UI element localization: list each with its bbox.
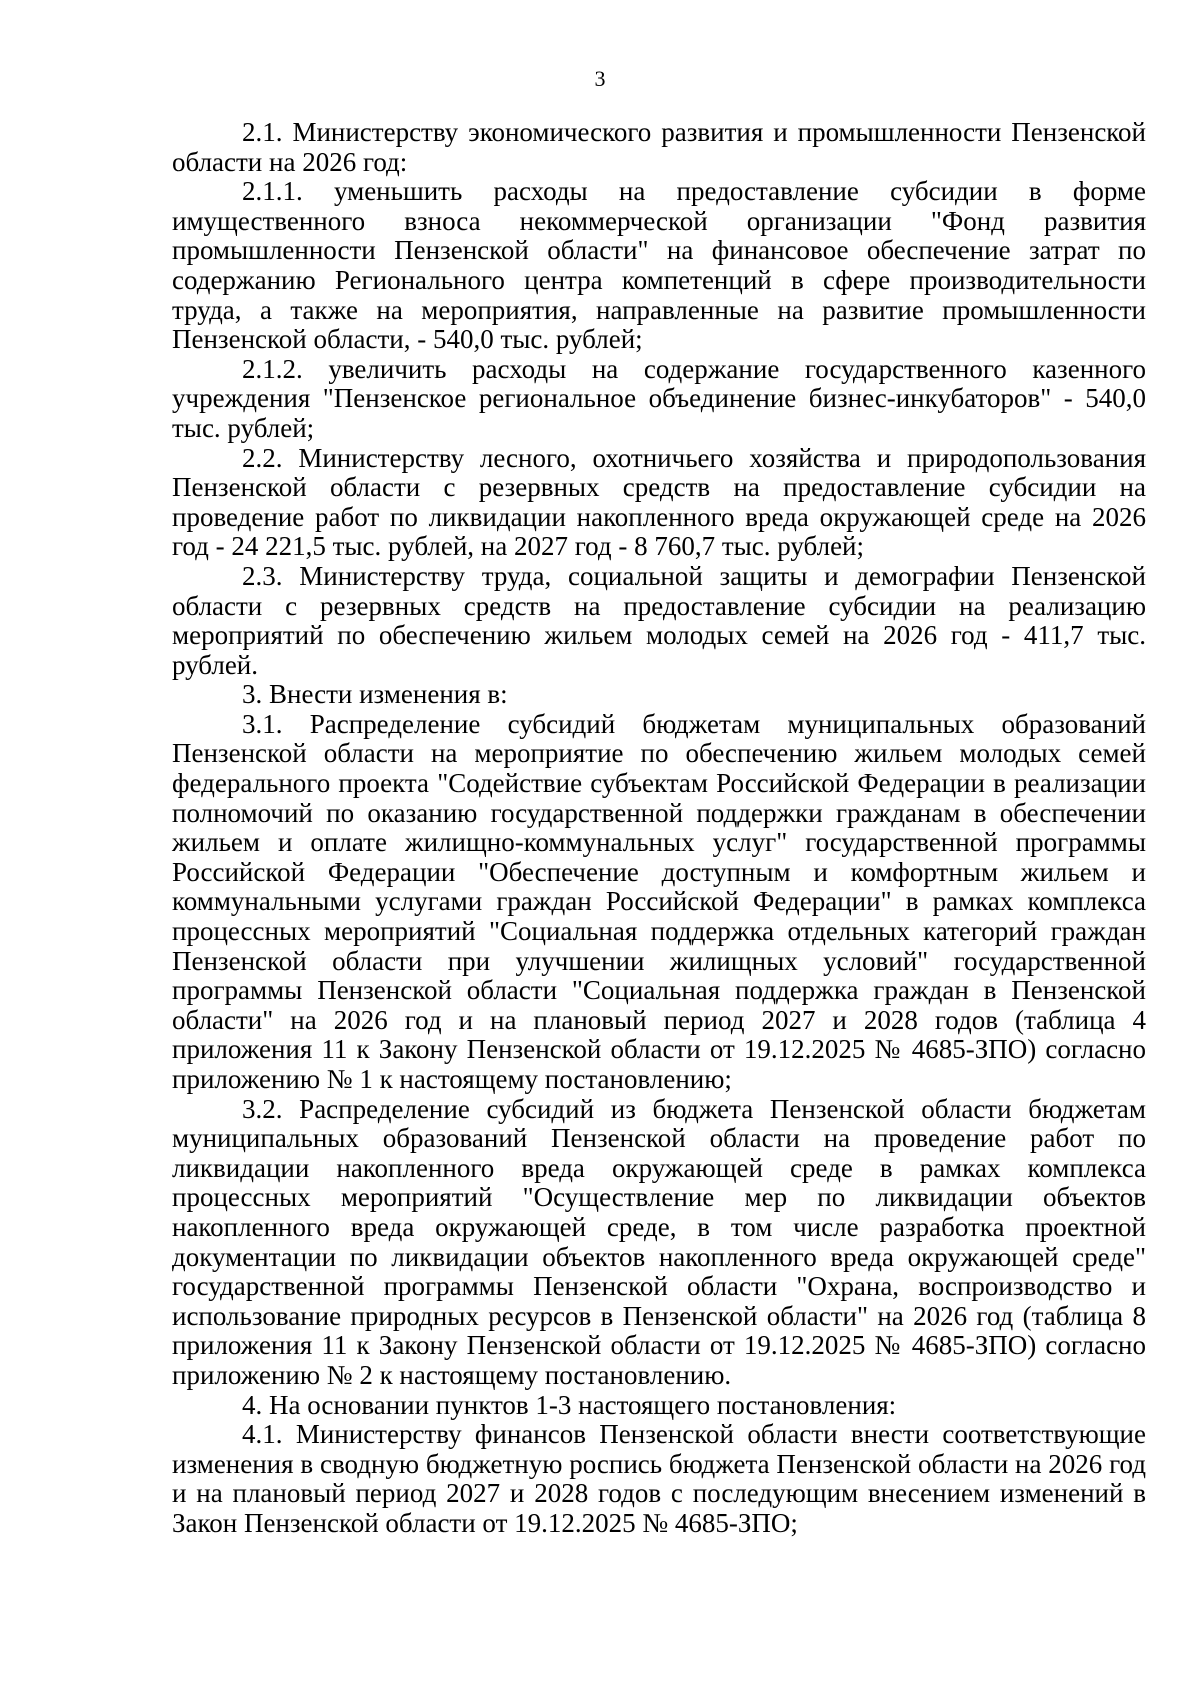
paragraph-2-1: 2.1. Министерству экономического развития и промышленности Пензенской области на 2026 год:	[172, 117, 1146, 177]
paragraph-2-3: 2.3. Министерству труда, социальной защиты и демографии Пензенской области с резервных средств на предоставление субсидии на реализацию мероприятий по обеспечению жильем молодых семей на 2026 год - 411,7 тыс. рублей.	[172, 560, 1146, 680]
paragraph-3: 3. Внести изменения в:	[242, 679, 508, 710]
paragraph-2-2: 2.2. Министерству лесного, охотничьего хозяйства и природопользования Пензенской области с резервных средств на предоставление субсидии на проведение работ по ликвидации накопленного вреда окружающей среде на 2026 год - 24 221,5 тыс. рублей, на 2027 год - 8 760,7 тыс. рублей;	[172, 442, 1146, 562]
paragraph-4: 4. На основании пунктов 1-3 настоящего постановления:	[242, 1389, 897, 1420]
page-number: 3	[594, 66, 606, 91]
paragraph-3-1: 3.1. Распределение субсидий бюджетам муниципальных образований Пензенской области на мероприятие по обеспечению жильем молодых семей федерального проекта "Содействие субъектам Российской Федерации в реализации полномочий по оказанию государственной поддержки гражданам в обеспечении жильем и оплате жилищно-коммунальных услуг" государственной программы Российской Федерации "Обеспечение доступным и комфортным жильем и коммунальными услугами граждан Российской Федерации" в рамках комплекса процессных мероприятий "Социальная поддержка отдельных категорий граждан Пензенской области при улучшении жилищных условий" государственной программы Пензенской области "Социальная поддержка граждан в Пензенской области" на 2026 год и на плановый период 2027 и 2028 годов (таблица 4 приложения 11 к Закону Пензенской области от 19.12.2025 № 4685-ЗПО) согласно приложению № 1 к настоящему постановлению;	[172, 708, 1146, 1094]
paragraph-3-2: 3.2. Распределение субсидий из бюджета Пензенской области бюджетам муниципальных образований Пензенской области на проведение работ по ликвидации накопленного вреда окружающей среде в рамках комплекса процессных мероприятий "Осуществление мер по ликвидации объектов накопленного вреда окружающей среде, в том числе разработка проектной документации по ликвидации объектов накопленного вреда окружающей среде" государственной программы Пензенской области "Охрана, воспроизводство и использование природных ресурсов в Пензенской области" на 2026 год (таблица 8 приложения 11 к Закону Пензенской области от 19.12.2025 № 4685-ЗПО) согласно приложению № 2 к настоящему постановлению.	[172, 1093, 1146, 1390]
paragraph-4-1: 4.1. Министерству финансов Пензенской области внести соответствующие изменения в сводную бюджетную роспись бюджета Пензенской области на 2026 год и на плановый период 2027 и 2028 годов с последующим внесением изменений в Закон Пензенской области от 19.12.2025 № 4685-ЗПО;	[172, 1419, 1146, 1538]
document-body	[172, 118, 1146, 1539]
paragraph-2-1-1: 2.1.1. уменьшить расходы на предоставление субсидии в форме имущественного взноса некоммерческой организации "Фонд развития промышленности Пензенской области" на финансовое обеспечение затрат по содержанию Регионального центра компетенций в сфере производительности труда, а также на мероприятия, направленные на развитие промышленности Пензенской области, - 540,0 тыс. рублей;	[172, 176, 1146, 355]
paragraph-2-1-2: 2.1.2. увеличить расходы на содержание государственного казенного учреждения "Пензенское региональное объединение бизнес-инкубаторов" - 540,0 тыс. рублей;	[172, 353, 1146, 443]
